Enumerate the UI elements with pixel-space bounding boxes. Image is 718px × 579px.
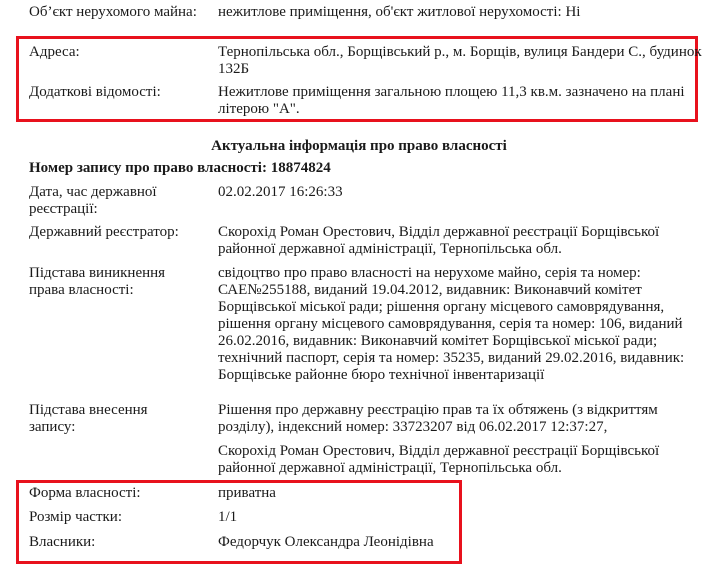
owners-label: Власники: xyxy=(29,534,96,550)
address-label: Адреса: xyxy=(29,44,80,60)
ownership-form-label: Форма власності: xyxy=(29,485,141,501)
registrar-value: Скорохід Роман Орестович, Відділ державної реєстрації Борщівської районної державної адміністрації, Тернопільська обл. xyxy=(218,224,660,257)
object-kind-label: Об’єкт нерухомого майна: xyxy=(29,4,197,20)
ownership-basis-value: свідоцтво про право власності на нерухоме майно, серія та номер: САЕ№255188, виданий 19.04.2012, видавник: Виконавчий комітет Борщівської міської ради; рішення органу місцевого самоврядування, рішення органу місцевого самоврядування, серія та номер: 106, виданий 26.02.2016, видавник: Виконавчий комітет Борщівської міської ради; технічний паспорт, серія та номер: 35235, виданий 29.02.2016, видавник: Борщівське районне бюро технічної інвентаризації xyxy=(218,265,685,383)
reg-datetime-label: Дата, час державної реєстрації: xyxy=(29,184,157,217)
ownership-form-value: приватна xyxy=(218,485,276,501)
record-number-value: 18874824 xyxy=(270,160,331,176)
extra-info-value: Нежитлове приміщення загальною площею 11,3 кв.м. зазначено на плані літерою "А". xyxy=(218,84,685,117)
share-size-value: 1/1 xyxy=(218,509,238,525)
address-value: Тернопільська обл., Борщівський р., м. Борщів, вулиця Бандери С., будинок 132Б xyxy=(218,44,702,77)
reg-datetime-value: 02.02.2017 16:26:33 xyxy=(218,184,343,200)
entry-registrar-value: Скорохід Роман Орестович, Відділ державної реєстрації Борщівської районної державної адміністрації, Тернопільська обл. xyxy=(218,443,660,476)
registrar-label: Державний реєстратор: xyxy=(29,224,179,240)
extra-info-label: Додаткові відомості: xyxy=(29,84,161,100)
entry-basis-value: Рішення про державну реєстрацію прав та їх обтяжень (з відкриттям розділу), індексний номер: 33723207 від 06.02.2017 12:37:27, xyxy=(218,402,658,435)
record-number-label: Номер запису про право власності: xyxy=(29,160,267,176)
owners-value: Федорчук Олександра Леонідівна xyxy=(218,534,434,550)
section-title: Актуальна інформація про право власності xyxy=(211,138,507,154)
ownership-basis-label: Підстава виникнення права власності: xyxy=(29,265,166,298)
object-kind-value: нежитлове приміщення, об'єкт житлової нерухомості: Ні xyxy=(218,4,581,20)
entry-basis-label: Підстава внесення запису: xyxy=(29,402,148,435)
share-size-label: Розмір частки: xyxy=(29,509,122,525)
